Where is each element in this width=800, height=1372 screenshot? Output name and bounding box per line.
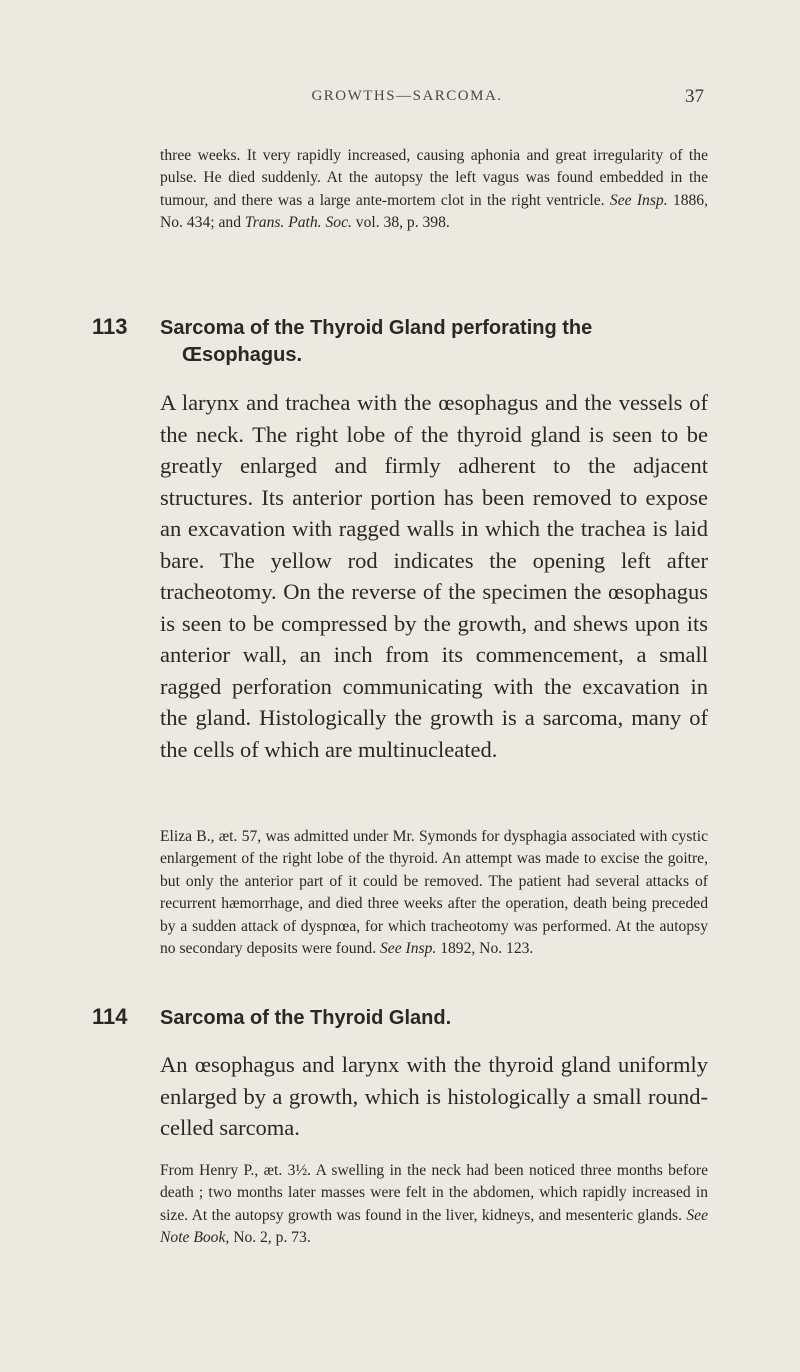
entry-113-title-line2: Œsophagus. [182,344,303,366]
entry-114-case-ref: See Note Book, [160,1206,708,1247]
entry-114-case-tail: No. 2, p. 73. [229,1229,311,1247]
entry-114-case-note [160,1160,708,1250]
page-number: 37 [685,86,704,107]
entry-113-title [160,315,720,369]
entry-113-title-line1: Sarcoma of the Thyroid Gland perforating the [160,317,593,339]
entry-113-description: A larynx and trachea with the œsophagus and the vessels of the neck. The right lobe of the thyroid gland is seen to be greatly enlarged and firmly adherent to the adjacent structures. Its anterior portion has been removed to expose an excavation with ragged walls in which the trachea is laid bare. The yellow rod indicates the opening left after tracheotomy. On the reverse of the specimen the œsophagus is seen to be compressed by the growth, and shews upon its anterior wall, an inch from its commencement, a small ragged perforation communicating with the excavation in the gland. Histologically the growth is a sarcoma, many of the cells of which are multinucleated. [160,390,708,762]
entry-113-number: 113 [92,314,128,339]
intro-text-3: vol. 38, p. 398. [351,214,450,232]
intro-text-1: three weeks. It very rapidly increased, causing aphonia and great irregularity of the pulse. He died suddenly. At the autopsy the left vagus was found embedded in the tumour, and there was a large ante-mortem clot in the right ventricle. [160,147,708,209]
intro-ref-2: Trans. Path. Soc. [244,214,352,232]
entry-113-case-note [160,826,708,960]
entry-113-case-ref: See Insp. [380,940,437,958]
running-head [110,88,704,112]
intro-text-2: 1886, No. 434; and [160,191,709,232]
intro-paragraph [160,145,708,235]
entry-114-case-text: From Henry P., æt. 3½. A swelling in the neck had been noticed three months before death ; two months later masses were felt in the abdomen, which rapidly increased in size. At the autopsy growth was found in the liver, kidneys, and mesenteric glands. [160,1162,708,1224]
intro-ref-1: See Insp. [609,191,668,209]
running-head-title: GROWTHS—SARCOMA. [311,88,503,104]
entry-114-number: 114 [92,1004,128,1029]
entry-113-case-tail: 1892, No. 123. [436,940,534,958]
entry-114-title [160,1005,720,1032]
entry-114-title-line1: Sarcoma of the Thyroid Gland. [160,1007,452,1029]
entry-113-case-text: Eliza B., æt. 57, was admitted under Mr. Symonds for dysphagia associated with cystic enlargement of the right lobe of the thyroid. An attempt was made to excise the goitre, but only the anterior part of it could be removed. The patient had several attacks of recurrent hæmorrhage, and died three weeks after the operation, death being preceded by a sudden attack of dyspnœa, for which tracheotomy was performed. At the autopsy no secondary deposits were found. [160,828,708,958]
entry-114-description: An œsophagus and larynx with the thyroid gland uniformly enlarged by a growth, which is histologically a small round-celled sarcoma. [160,1052,708,1140]
